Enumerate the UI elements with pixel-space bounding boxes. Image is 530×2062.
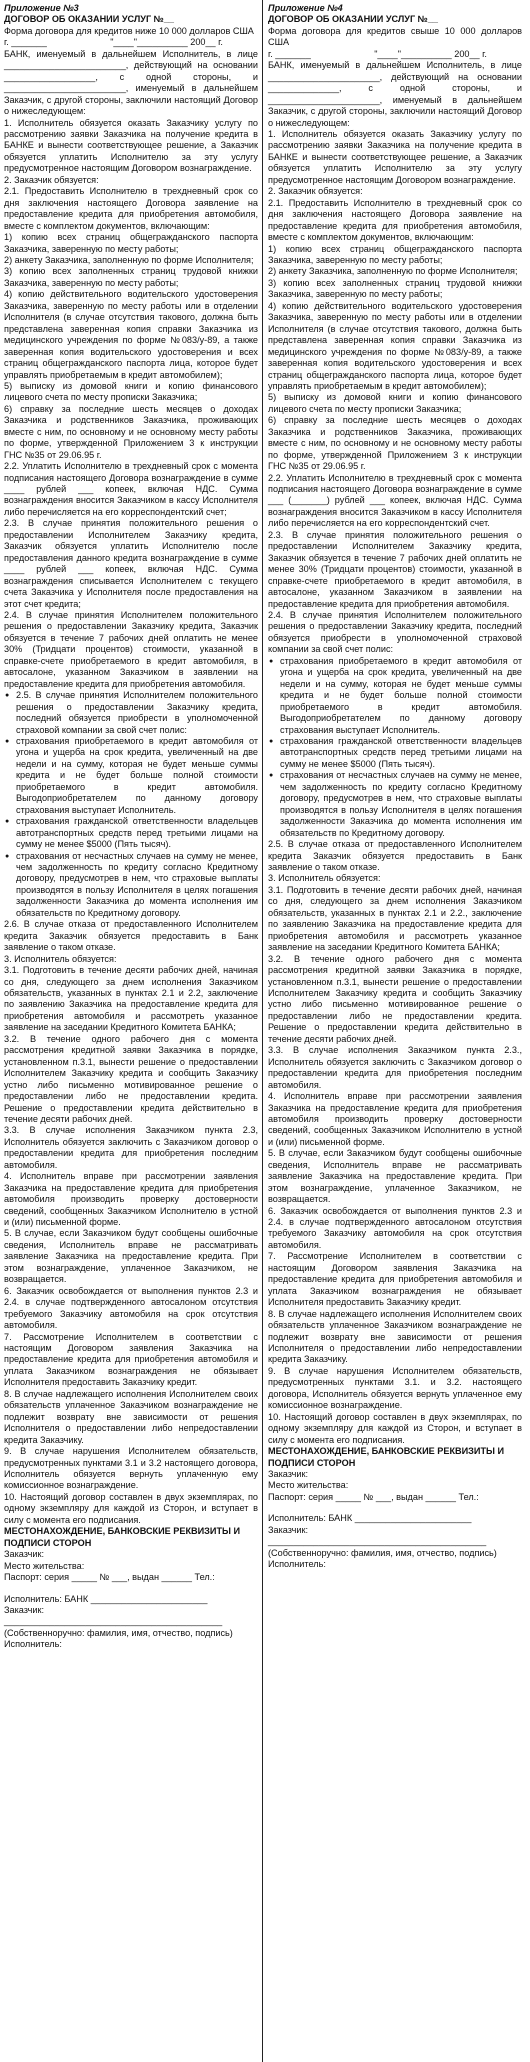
contract-left: [4, 3, 261, 1651]
paragraph: 2.4. В случае принятия Исполнителем положительного решения о предоставлении Заказчику кредита, последний обязуется приобрести в уполномоченной страховой компании за свой счет полис:: [268, 610, 525, 655]
paragraph: 2.1. Предоставить Исполнителю в трехдневный срок со дня заключения настоящего Договора заявление на предоставление кредита для приобретения автомобиля, вместе с комплектом документов, включающим:: [4, 186, 261, 231]
executor-signature-label: Исполнитель:: [268, 1559, 326, 1570]
bullet-item: ● страхования гражданской ответственности владельцев автотранспортных средств перед третьими лицами на сумму не менее $5000 (Пять тысяч).: [4, 816, 258, 850]
passport-line: Паспорт: серия _____ № ___, выдан ______ Тел.:: [4, 1572, 215, 1583]
signature-note: (Собственноручно: фамилия, имя, отчество, подпись): [268, 1547, 497, 1558]
paragraph: 1. Исполнитель обязуется оказать Заказчику услугу по рассмотрению заявки Заказчика на получение кредита в БАНКЕ и вынести соответствующее решение, а Заказчик обязуется уплатить Исполнителю за эту услугу предусмотренное настоящим Договором вознаграждение.: [4, 117, 261, 174]
paragraph: 2) анкету Заказчика, заполненную по форме Исполнителя;: [4, 254, 254, 265]
paragraph: 7. Рассмотрение Исполнителем в соответствии с настоящим Договором заявления Заказчика на предоставление кредита для приобретения автомобиля и уплата Заказчиком вознаграждения не обязывает Исполнителя предоставить Заказчику кредит.: [268, 1251, 525, 1308]
paragraph: 2. Заказчик обязуется:: [4, 174, 99, 185]
paragraph: 10. Настоящий договор составлен в двух экземплярах, по одному экземпляру для каждой из Сторон, и вступает в силу с момента его подписания.: [268, 1411, 525, 1445]
appendix-label: Приложение №4: [268, 3, 343, 13]
paragraph: 3.1. Подготовить в течение десяти рабочих дней, начиная со дня, следующего за днем исполнения Заказчиком обязательств, указанных в пунктах 2.1 и 2.2., заключение по заявлению Заказчика на предоставление кредита для приобретения автомобиля и рассмотреть указанное заявление на заседании Кредитного Комитета БАНКА;: [268, 884, 525, 953]
signature-blank: ___________________________________________: [4, 1616, 223, 1627]
paragraph: 8. В случае надлежащего исполнения Исполнителем своих обязательств уплаченное Заказчиком вознаграждение не подлежит возврату вне зависимости от решения Исполнителя о предоставлении либо непредоставлении кредита Заказчику.: [268, 1308, 525, 1365]
column-divider: [262, 0, 263, 2062]
contract-title: ДОГОВОР ОБ ОКАЗАНИИ УСЛУГ №__: [4, 14, 174, 25]
signature-note: (Собственноручно: фамилия, имя, отчество, подпись): [4, 1627, 233, 1638]
paragraph-block: [268, 60, 525, 656]
bullet-item: ● страхования приобретаемого в кредит автомобиля от угона и ущерба на срок кредита, увеличенный на две недели и на сумму, которая не будет меньше суммы кредита и не будет больше полной стоимости приобретаемого в кредит автомобиля. Выгодоприобретателем по данному договору страхования выступает Исполнитель.: [268, 656, 522, 736]
paragraph: 4. Исполнитель вправе при рассмотрении заявления Заказчика на предоставление кредита для приобретения автомобиля производить проверку достоверности сведений, сообщенных Заказчиком Исполнителю в устной и (или) письменной форме.: [268, 1091, 525, 1147]
paragraph: 3.1. Подготовить в течение десяти рабочих дней, начиная со дня, следующего за днем исполнения Заказчиком обязательств, указанных в пунктах 2.1 и 2.2, заключение по заявлению Заказчика на предоставление кредита для приобретения автомобиля и рассмотреть указанное заявление на заседании Кредитного Комитета БАНКА;: [4, 965, 261, 1033]
residence-label: Место жительства:: [4, 1560, 85, 1571]
contract-right: [268, 3, 525, 1571]
bullet-item: ● страхования от несчастных случаев на сумму не менее, чем задолженность по кредиту согласно Кредитному договору, предусмотрев в нем, что страховые выплаты производятся в пользу Исполнителя в целях погашения задолженности Заказчика до момента исполнения им обязательств по Кредитному договору.: [4, 851, 258, 920]
date-line: г. _______ "____"__________ 200__ г.: [4, 37, 223, 48]
paragraph: 1) копию всех страниц общегражданского паспорта Заказчика, заверенную по месту работы;: [268, 243, 525, 265]
paragraph: 3) копию всех заполненных страниц трудовой книжки Заказчика, заверенную по месту работы;: [4, 266, 261, 288]
paragraph: 2.4. В случае принятия Исполнителем положительного решения о предоставлении Заказчику кредита, Заказчик обязуется в течение 7 рабочих дней оплатить не менее 30% (Тридцати процентов) стоимости, указанной в справке-счете приобретаемого в кредит автомобиля, в автосалоне, указанном Заказчиком в заявлении на предоставление кредита для приобретения автомобиля.: [4, 610, 261, 689]
paragraph: 2) анкету Заказчика, заполненную по форме Исполнителя;: [268, 266, 518, 277]
requisites-title: МЕСТОНАХОЖДЕНИЕ, БАНКОВСКИЕ РЕКВИЗИТЫ И ПОДПИСИ СТОРОН: [4, 1526, 243, 1548]
paragraph: 3.2. В течение одного рабочего дня с момента рассмотрения кредитной заявки Заказчика в порядке, установленном п.3.1, вынести решение о предоставлении Исполнителем Заказчику кредита и сообщить Заказчику устно либо письменно мотивированное решение о предоставлении либо не предоставлении кредита. Решение о предоставлении кредита действительно в течение десяти рабочих дней.: [268, 953, 525, 1044]
appendix-label: Приложение №3: [4, 3, 79, 13]
paragraph: 4) копию действительного водительского удостоверения Заказчика, заверенную по месту работы или в отделении Исполнителя (в случае отсутствия такового, должна быть представлена заверенная копия справки Заказчика из медицинского учреждения по форме №083/у-89, а также заверенная копия водительского удостоверения и всех страниц общегражданского паспорта лица, которое будет управлять приобретаемым в кредит автомобилем);: [4, 289, 261, 380]
bullet-item: ● страхования от несчастных случаев на сумму не менее, чем задолженность по кредиту согласно Кредитному договору, предусмотрев в нем, что страховые выплаты производятся в пользу Исполнителя в целях погашения задолженности Заказчика до момента исполнения им обязательств по Кредитному договору.: [268, 770, 522, 839]
paragraph: 6. Заказчик освобождается от выполнения пунктов 2.3 и 2.4. в случае подтвержденного автосалоном отсутствия требуемого Заказчику автомобиля на срок отсутствия автомобиля.: [4, 1285, 261, 1331]
paragraph: 3.2. В течение одного рабочего дня с момента рассмотрения кредитной заявки Заказчика в порядке, установленном п.3.1, вынести решение о предоставлении Исполнителем Заказчику кредита и сообщить Заказчику устно либо письменно мотивированное решение о предоставлении либо не предоставлении кредита. Решение о предоставлении кредита действительно в течение десяти рабочих дней.: [4, 1033, 261, 1124]
form-note: Форма договора для кредитов свыше 10 000 долларов США: [268, 25, 525, 48]
date-line: г. _______ "____"__________ 200__ г.: [268, 48, 487, 59]
customer-label: Заказчик:: [4, 1549, 45, 1560]
paragraph: 2.2. Уплатить Исполнителю в трехдневный срок с момента подписания настоящего Договора вознаграждение в сумме ___ (_______) рублей ___ копеек, включая НДС. Сумма вознаграждения вносится Заказчиком в кассу Исполнителя либо перечисляется на его корреспондентский счет.: [268, 472, 525, 529]
paragraph: БАНК, именуемый в дальнейшем Исполнитель, в лице ______________________, действующий на основании ______________, с одной стороны, и ______________________, именуемый в дальнейшем Заказчик, с другой стороны, заключили настоящий Договор о нижеследующем:: [268, 60, 525, 128]
paragraph: 2.6. В случае отказа от предоставленного Исполнителем кредита Заказчик обязуется предоставить в Банк заявление о таком отказе.: [4, 919, 261, 953]
paragraph: 5) выписку из домовой книги и копию финансового лицевого счета по месту прописки Заказчика;: [4, 380, 261, 403]
paragraph: 3) копию всех заполненных страниц трудовой книжки Заказчика, заверенную по месту работы;: [268, 277, 525, 300]
contract-title: ДОГОВОР ОБ ОКАЗАНИИ УСЛУГ №__: [268, 14, 438, 25]
paragraph: 5. В случае, если Заказчиком будут сообщены ошибочные сведения, Исполнитель вправе не рассматривать заявление Заказчика на предоставление кредита. При этом вознаграждение, уплаченное Заказчиком, не возвращается.: [268, 1148, 525, 1205]
paragraph: 2. Заказчик обязуется:: [268, 186, 363, 197]
paragraph: 4) копию действительного водительского удостоверения Заказчика, заверенную по месту работы или в отделении Исполнителя (в случае отсутствия такового, должна быть представлена заверенная копия справки Заказчика из медицинского учреждения по форме №083/у-89, а также заверенная копия водительского удостоверения и всех страниц общегражданского паспорта лица, которое будет управлять приобретаемым в кредит автомобилем);: [268, 300, 525, 391]
customer-signature-label: Заказчик:: [4, 1604, 45, 1615]
paragraph: 6) справку за последние шесть месяцев о доходах Заказчика и родственников Заказчика, проживающих вместе с ним, по основному и не основному месту работы по форме, утвержденной Приложением 3 к инструкции ГНС №35 от 29.06.95 г.: [268, 415, 525, 472]
paragraph-block: [4, 48, 261, 690]
paragraph: 5) выписку из домовой книги и копию финансового лицевого счета по месту прописки Заказчика;: [268, 392, 525, 414]
paragraph: 3.3. В случае исполнения Заказчиком пункта 2.3, Исполнитель обязуется заключить с Заказчиком договор о предоставлении кредита для приобретения последним автомобиля.: [4, 1125, 261, 1170]
paragraph: 7. Рассмотрение Исполнителем в соответствии с настоящим Договором заявления Заказчика на предоставление кредита для приобретения автомобиля и уплата Заказчиком вознаграждения не обязывает Исполнителя предоставить Заказчику кредит.: [4, 1331, 261, 1388]
paragraph: 4. Исполнитель вправе при рассмотрении заявления Заказчика на предоставление кредита для приобретения автомобиля производить проверку достоверности сведений, сообщенных Заказчиком Исполнителю в устной и (или) письменной форме.: [4, 1171, 261, 1228]
paragraph: 2.5. В случае отказа от предоставленного Исполнителем кредита Заказчик обязуется предоставить в Банк заявление о таком отказе.: [268, 839, 525, 872]
paragraph-block-2: [268, 839, 525, 1446]
paragraph: 2.3. В случае принятия положительного решения о предоставлении Исполнителем Заказчику кредита, Заказчик обязуется в течение 7 рабочих дней оплатить не менее 30% (Тридцати процентов) стоимости, указанной в справке-счете приобретаемого в кредит автомобиля, в автосалоне, указанном Заказчиком в заявлении на предоставление кредита для приобретения автомобиля.: [268, 529, 525, 609]
customer-signature-label: Заказчик:: [268, 1524, 309, 1535]
requisites-title: МЕСТОНАХОЖДЕНИЕ, БАНКОВСКИЕ РЕКВИЗИТЫ И ПОДПИСИ СТОРОН: [268, 1446, 507, 1468]
paragraph: 2.3. В случае принятия положительного решения о предоставлении Исполнителем Заказчику кредита, Заказчик обязуется уплатить Исполнителю после предоставления данного кредита вознаграждение в сумме ____ рублей ___ копеек, включая НДС. Сумма вознаграждения списывается Исполнителем с текущего счета Заказчика у Исполнителя после предоставления на этот счет кредита;: [4, 518, 261, 609]
paragraph: 1) копию всех страниц общегражданского паспорта Заказчика, заверенную по месту работы;: [4, 232, 261, 254]
paragraph: 3.3. В случае исполнения Заказчиком пункта 2.3., Исполнитель обязуется заключить с Заказчиком договор о предоставлении кредита для приобретения последним автомобиля.: [268, 1045, 525, 1090]
executor-line: Исполнитель: БАНК _______________________: [4, 1593, 208, 1604]
paragraph: БАНК, именуемый в дальнейшем Исполнитель, в лице ________________________, действующий на основании __________________, с одной стороны, и ________________________, именуемый в дальнейшем Заказчик, с другой стороны, заключили настоящий Договор о нижеследующем:: [4, 48, 261, 117]
paragraph: 8. В случае надлежащего исполнения Исполнителем своих обязательств уплаченное Заказчиком вознаграждение не подлежит возврату вне зависимости от решения Исполнителя о предоставлении либо непредоставлении кредита Заказчику.: [4, 1388, 261, 1445]
form-note: Форма договора для кредитов ниже 10 000 долларов США: [4, 25, 254, 36]
signature-blank: ___________________________________________: [268, 1536, 487, 1547]
residence-label: Место жительства:: [268, 1480, 349, 1491]
paragraph: 6) справку за последние шесть месяцев о доходах Заказчика и родственников Заказчика, проживающих вместе с ним, по основному и не основному месту работы по форме, утвержденной Приложением 3 к инструкции ГНС №35 от 29.06.95 г.: [4, 403, 261, 460]
executor-line: Исполнитель: БАНК _______________________: [268, 1513, 472, 1524]
paragraph: 9. В случае нарушения Исполнителем обязательств, предусмотренных пунктами 3.1. и 3.2. настоящего договора, Исполнитель обязуется вернуть уплаченное ему комиссионное вознаграждение.: [268, 1365, 525, 1411]
paragraph-block-2: [4, 919, 261, 1526]
paragraph: 2.2. Уплатить Исполнителю в трехдневный срок с момента подписания настоящего Договора вознаграждение в сумме ____ рублей ___ копеек, включая НДС. Сумма вознаграждения вносится Заказчиком в кассу Исполнителя либо перечисляется на его корреспондентский счет;: [4, 461, 261, 517]
customer-label: Заказчик:: [268, 1469, 309, 1479]
paragraph: 1. Исполнитель обязуется оказать Заказчику услугу по рассмотрению заявки Заказчика на получение кредита в БАНКЕ и вынести соответствующее решение, а Заказчик обязуется уплатить Исполнителю за эту услугу предусмотренное настоящим Договором вознаграждение.: [268, 128, 525, 185]
bullet-item: ● страхования приобретаемого в кредит автомобиля от угона и ущерба на срок кредита, увеличенный на две недели и на сумму, которая не будет меньше суммы кредита и не будет больше полной стоимости приобретаемого в кредит автомобиля. Выгодоприобретателем по данному договору страхования выступает Исполнитель.: [4, 736, 258, 816]
paragraph: 5. В случае, если Заказчиком будут сообщены ошибочные сведения, Исполнитель вправе не рассматривать заявление Заказчика на предоставление кредита. При этом вознаграждение, уплаченное Заказчиком, не возвращается.: [4, 1228, 261, 1285]
paragraph: 9. В случае нарушения Исполнителем обязательств, предусмотренных пунктами 3.1 и 3.2 настоящего договора, Исполнитель обязуется вернуть уплаченную ему комиссионное вознаграждение.: [4, 1446, 261, 1491]
paragraph: 6. Заказчик освобождается от выполнения пунктов 2.3 и 2.4. в случае подтвержденного автосалоном отсутствия требуемого Заказчику автомобиля на срок отсутствия автомобиля.: [268, 1205, 525, 1250]
paragraph: 3. Исполнитель обязуется:: [268, 873, 381, 884]
passport-line: Паспорт: серия _____ № ___, выдан ______ Тел.:: [268, 1491, 479, 1502]
paragraph: 3. Исполнитель обязуется:: [4, 953, 117, 964]
executor-signature-label: Исполнитель:: [4, 1639, 62, 1650]
paragraph: 10. Настоящий договор составлен в двух экземплярах, по одному экземпляру для каждой из Сторон, и вступает в силу с момента его подписания.: [4, 1491, 261, 1525]
bullet-item: ● страхования гражданской ответственности владельцев автотранспортных средств перед третьими лицами на сумму не менее $5000 (Пять тысяч).: [268, 736, 522, 770]
paragraph-bullet: ● 2.5. В случае принятия Исполнителем положительного решения о предоставлении Заказчику кредита, последний обязуется приобрести в уполномоченной страховой компании за свой счет полис:: [4, 690, 258, 736]
paragraph: 2.1. Предоставить Исполнителю в трехдневный срок со дня заключения настоящего Договора заявление на предоставление кредита для приобретения автомобиля, вместе с комплектом документов, включающим:: [268, 197, 525, 243]
